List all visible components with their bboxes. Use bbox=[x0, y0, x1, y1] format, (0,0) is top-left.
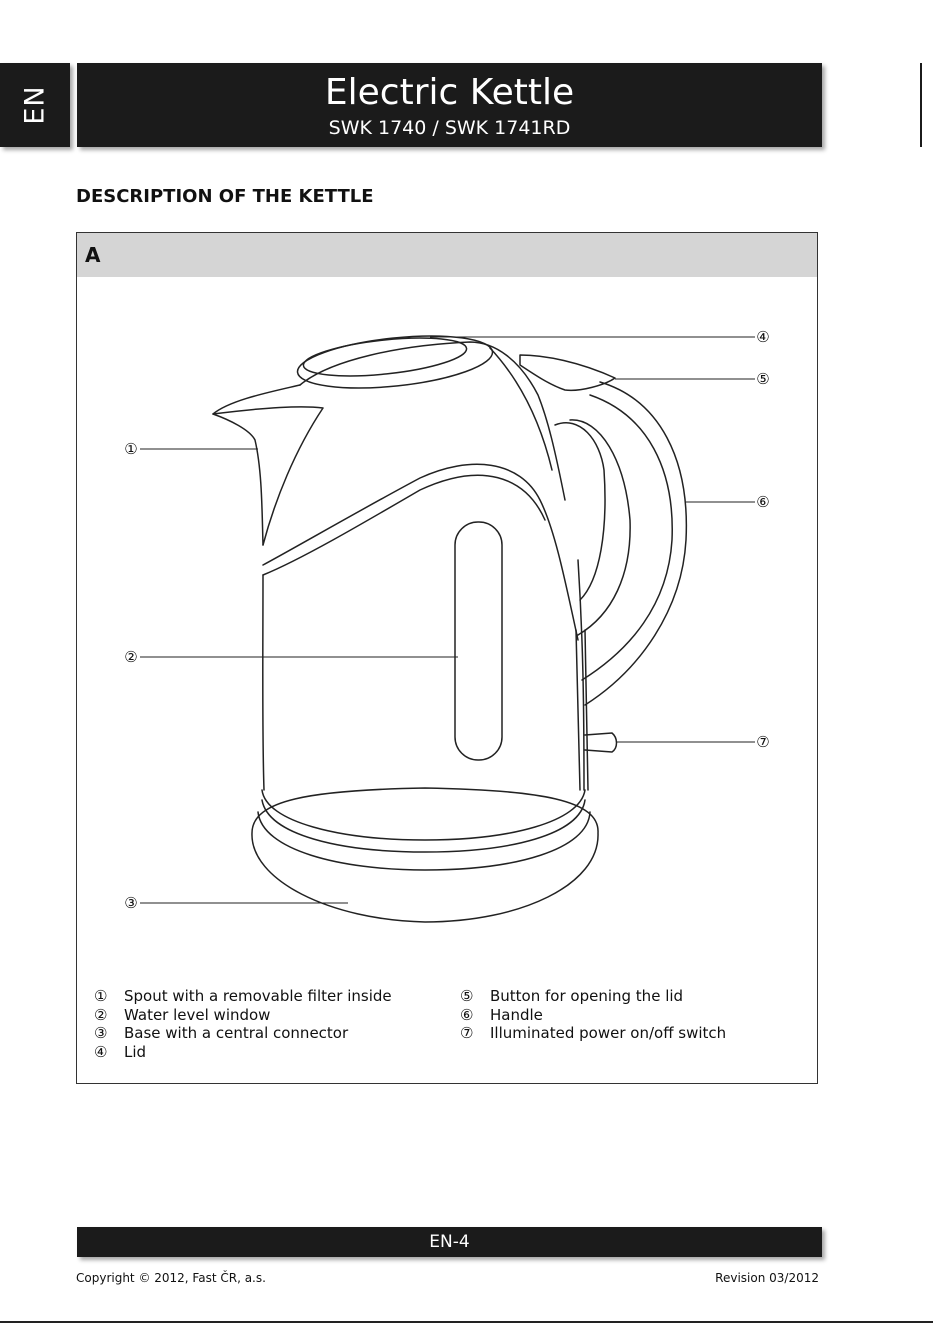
legend-text: Base with a central connector bbox=[124, 1024, 349, 1043]
page-number-bar bbox=[77, 1227, 822, 1257]
callout-1: ① bbox=[124, 440, 138, 458]
figure-label: A bbox=[85, 243, 101, 267]
legend-number: ④ bbox=[94, 1043, 108, 1062]
copyright-text: Copyright © 2012, Fast ČR, a.s. bbox=[76, 1271, 266, 1285]
callout-4: ④ bbox=[756, 328, 770, 346]
legend-left-column bbox=[94, 987, 392, 1062]
legend-text: Handle bbox=[490, 1005, 543, 1024]
callout-3: ③ bbox=[124, 894, 138, 912]
legend-text: Illuminated power on/off switch bbox=[490, 1024, 727, 1043]
legend-right-column bbox=[460, 987, 726, 1043]
water-level-window bbox=[455, 522, 502, 760]
lid-button bbox=[520, 355, 615, 390]
legend-item bbox=[94, 987, 392, 1006]
revision-text: Revision 03/2012 bbox=[715, 1271, 819, 1285]
callout-2: ② bbox=[124, 648, 138, 666]
kettle-body bbox=[263, 560, 584, 790]
power-switch bbox=[585, 733, 617, 752]
model-number: SWK 1740 / SWK 1741RD bbox=[328, 117, 571, 139]
legend-text: Button for opening the lid bbox=[490, 987, 684, 1005]
callout-5: ⑤ bbox=[756, 370, 770, 388]
section-heading: DESCRIPTION OF THE KETTLE bbox=[76, 186, 374, 207]
legend-number: ⑤ bbox=[460, 987, 474, 1005]
bottom-rule bbox=[0, 1321, 933, 1323]
callout-6: ⑥ bbox=[756, 493, 770, 511]
legend-item bbox=[460, 987, 726, 1006]
page-number: EN-4 bbox=[429, 1232, 470, 1252]
legend-item bbox=[94, 1024, 392, 1043]
legend-text: Lid bbox=[124, 1043, 147, 1062]
legend-number: ② bbox=[94, 1005, 108, 1024]
legend-number: ③ bbox=[94, 1024, 108, 1043]
legend-text: Water level window bbox=[124, 1005, 271, 1024]
legend-item bbox=[460, 1024, 726, 1043]
legend-item bbox=[94, 1043, 392, 1062]
legend-number: ① bbox=[94, 987, 108, 1005]
language-code: EN bbox=[19, 85, 51, 125]
legend-number: ⑦ bbox=[460, 1024, 474, 1043]
legend-item bbox=[94, 1006, 392, 1025]
legend-item bbox=[460, 1006, 726, 1025]
kettle-lid bbox=[295, 328, 495, 396]
legend-number: ⑥ bbox=[460, 1005, 474, 1024]
kettle-base bbox=[252, 788, 598, 922]
callout-7: ⑦ bbox=[756, 733, 770, 751]
legend-text: Spout with a removable filter inside bbox=[124, 987, 392, 1005]
document-title: Electric Kettle bbox=[324, 72, 575, 113]
